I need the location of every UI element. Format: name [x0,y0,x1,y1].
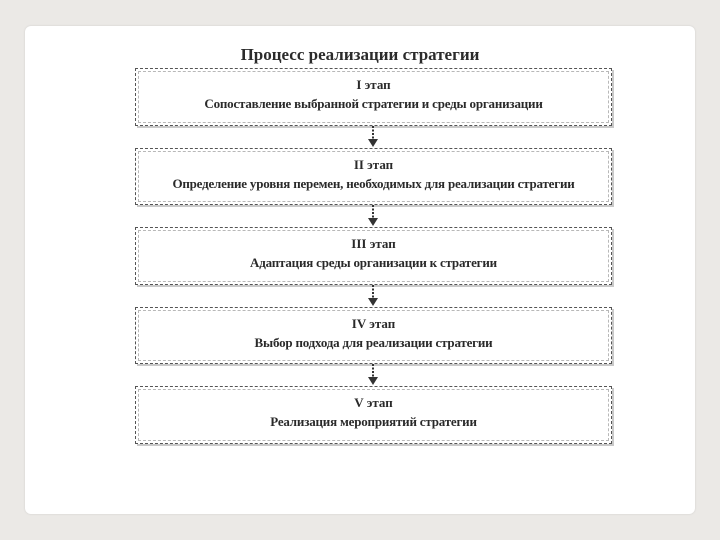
stage-box-1 [135,68,612,126]
stage-box-4 [135,307,612,364]
stage-description: Реализация мероприятий стратегии [270,414,477,429]
stage-description: Адаптация среды организации к стратегии [250,255,497,270]
stage-description: Сопоставление выбранной стратегии и среды организации [204,96,543,111]
stage-description: Выбор подхода для реализации стратегии [254,335,493,350]
stage-box-2 [135,148,612,205]
stage-number: I этап [356,77,391,92]
diagram-title: Процесс реализации стратегии [240,45,480,64]
stage-box-3 [135,227,612,285]
arrow-down-icon [366,205,380,227]
stage-box-5 [135,386,612,444]
stage-number: III этап [351,236,396,251]
arrow-down-icon [366,126,380,148]
stage-description: Определение уровня перемен, необходимых для реализации стратегии [172,176,575,191]
stage-number: IV этап [351,316,396,331]
stage-number: V этап [354,395,393,410]
arrow-down-icon [366,364,380,386]
arrow-down-icon [366,285,380,307]
stage-number: II этап [353,157,394,172]
